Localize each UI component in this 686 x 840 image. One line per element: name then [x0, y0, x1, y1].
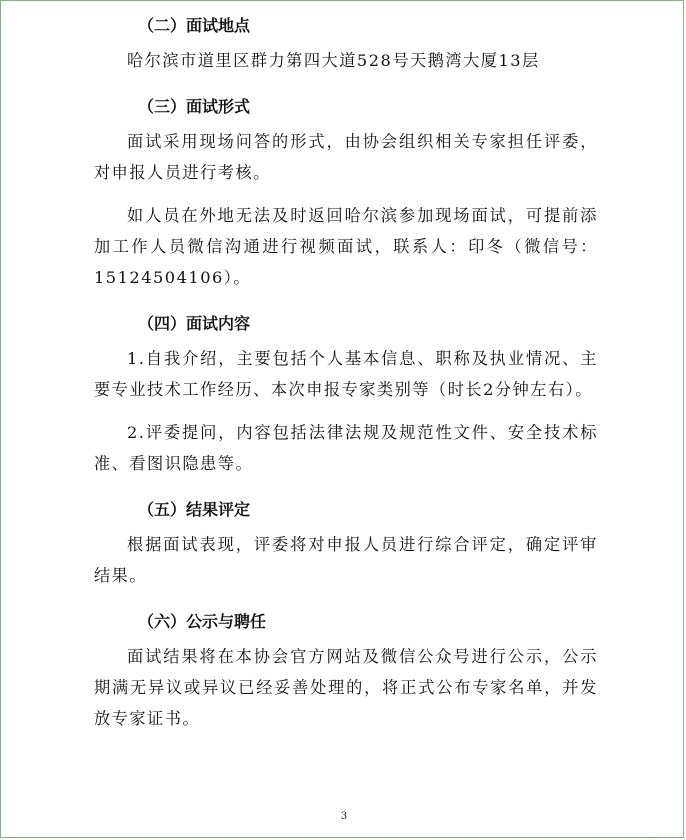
paragraph: 哈尔滨市道里区群力第四大道528号天鹅湾大厦13层	[127, 51, 540, 70]
section-heading: （三）面试形式	[138, 97, 251, 116]
section-heading: （六）公示与聘任	[138, 612, 267, 631]
paragraph: 根据面试表现，评委将对申报人员进行综合评定，确定评审结果。	[94, 535, 598, 585]
paragraph: 面试结果将在本协会官方网站及微信公众号进行公示，公示期满无异议或异议已经妥善处理的，将正式公布专家名单，并发放专家证书。	[94, 647, 598, 728]
paragraph: 2.评委提问，内容包括法律法规及规范性文件、安全技术标准、看图识隐患等。	[94, 423, 598, 473]
page-number: 3	[340, 811, 348, 822]
paragraph: 1.自我介绍，主要包括个人基本信息、职称及执业情况、主要专业技术工作经历、本次申报专家类别等（时长2分钟左右）。	[94, 349, 598, 399]
paragraph: 面试采用现场问答的形式，由协会组织相关专家担任评委，对申报人员进行考核。	[94, 132, 598, 182]
section-heading: （五）结果评定	[138, 500, 251, 519]
section-heading: （四）面试内容	[138, 314, 251, 333]
section-heading: （二）面试地点	[138, 16, 251, 35]
paragraph: 如人员在外地无法及时返回哈尔滨参加现场面试，可提前添加工作人员微信沟通进行视频面试，联系人：印冬（微信号：15124504106）。	[94, 206, 598, 287]
document-body	[94, 7, 598, 734]
